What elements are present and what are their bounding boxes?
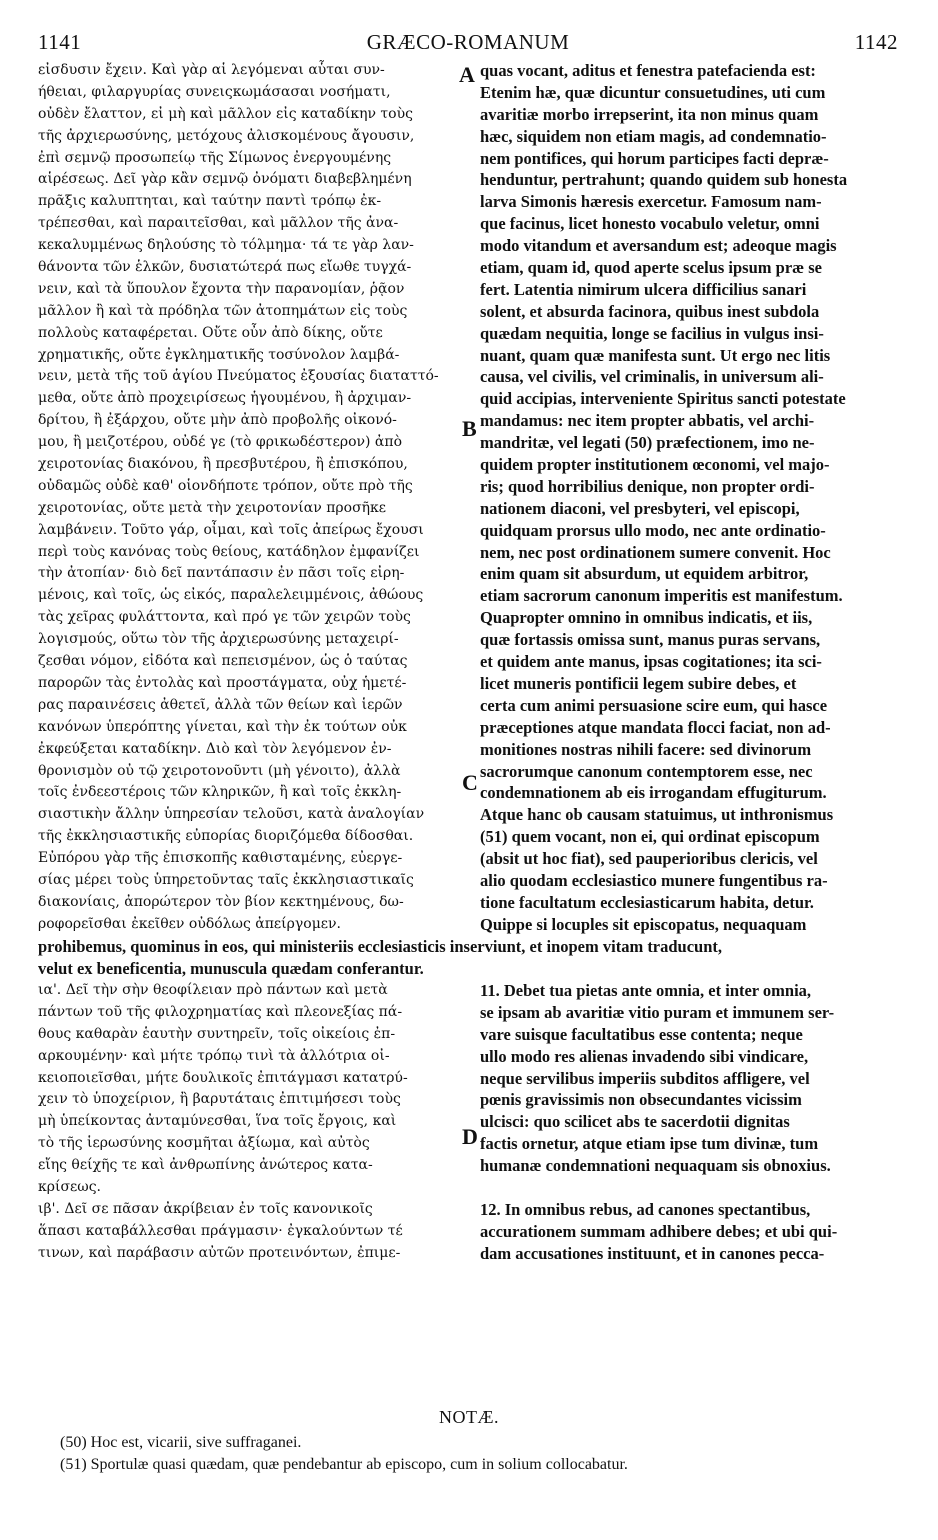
- latin-text-line: pœnis gravissimis non obsecundantes vicissim: [480, 1090, 802, 1110]
- latin-text-line: [480, 1177, 898, 1199]
- latin-column-part2: [480, 980, 898, 1265]
- latin-text-line: tione facultatum ecclesiasticarum habita, detur.: [480, 892, 814, 912]
- latin-text-line: quidquam prorsus ullo modo, nec ante ordinatio-: [480, 520, 826, 540]
- greek-text-line: ιβ'. Δεῖ σε πᾶσαν ἀκρίβειαν ἐν τοῖς κανονικοῖς: [38, 1200, 373, 1217]
- latin-text-line: præceptiones atque mandata flocci faciat, non ad-: [480, 717, 831, 737]
- running-title: GRÆCO-ROMANUM: [366, 30, 570, 54]
- page-number-right: 1142: [854, 30, 898, 54]
- latin-text-line: nuant, quam quæ manifesta sunt. Ut ergo nec litis: [480, 345, 831, 365]
- latin-text-line: 11. Debet tua pietas ante omnia, et inter omnia,: [480, 981, 812, 1000]
- greek-text-line: δρίτου, ἢ ἐξάρχου, οὔτε μὴν ἀπὸ προβολῆς οἰκονό-: [38, 412, 397, 429]
- greek-text-line: μὴ ὑπείκοντας ἀνταμύνεσθαι, ἵνα τοῖς ἔργοις, καὶ: [38, 1113, 397, 1130]
- latin-text-line: henduntur, pertrahunt; quando quidem sub honesta: [480, 170, 848, 190]
- latin-text-line: dam accusationes instituunt, et in canones pecca-: [480, 1243, 825, 1263]
- greek-text-line: κρίσεως.: [38, 1179, 101, 1196]
- greek-text-line: χειν τὸ ὑποχείριον, ἢ βαρυτάταις ἐπιτιμήσεσι τοὺς: [38, 1091, 401, 1108]
- latin-text-line: quidem propter institutionem œconomi, vel majo-: [480, 455, 830, 475]
- section-marker-c: C: [462, 770, 478, 795]
- greek-text-line: τῆς ἐκκλησιαστικῆς εὐπορίας διοριζόμεθα δίδοσθαι.: [38, 828, 414, 845]
- latin-text-line: nem pontifices, qui horum participes facti depræ-: [480, 148, 829, 168]
- latin-text-line: ullo modo res alienas invadendo sibi vindicare,: [480, 1046, 809, 1066]
- latin-text-line: Etenim hæ, quæ dicuntur consuetudines, uti cum: [480, 82, 826, 102]
- greek-text-line: θρονισμὸν οὐ τῷ χειροτονοῦντι (μὴ γένοιτο), ἀλλὰ: [38, 762, 401, 779]
- greek-text-line: κεκαλυμμένως δηλούσης τὸ τόλμημα· τά τε γὰρ λαν-: [38, 237, 414, 254]
- latin-full-width-line: prohibemus, quominus in eos, qui ministeriis ecclesiasticis inserviunt, et inopem vitam traducunt,: [38, 937, 723, 956]
- greek-text-line: τῆς ἀρχιερωσύνης, μετόχους ἀλισκομένους ἄγουσιν,: [38, 127, 415, 144]
- greek-text-line: περὶ τοὺς κανόνας τοὺς θείους, κατάδηλον ἐμφανίζει: [38, 543, 420, 560]
- latin-text-line: modo vitandum et aversandum est; adeoque magis: [480, 236, 837, 256]
- latin-text-line: Quapropter omnino in omnibus indicatis, et iis,: [480, 608, 813, 628]
- latin-text-line: etiam, quam id, quod aperte scelus ipsum præ se: [480, 258, 822, 278]
- greek-text-line: ήθειαι, φιλαργυρίας συνειςκωμάσασαι νοσήματι,: [38, 83, 391, 100]
- greek-text-line: Εὐπόρου γὰρ τῆς ἐπισκοπῆς καθισταμένης, εὐεργε-: [38, 850, 403, 867]
- footnote-item: (50) Hoc est, vicarii, sive suffraganei.: [60, 1434, 302, 1451]
- latin-text-line: nem, nec post ordinationem sumere convenit. Hoc: [480, 542, 831, 562]
- greek-text-line: κειοποιεῖσθαι, μήτε δουλικοῖς ἐπιτάγμασι κατατρύ-: [38, 1069, 408, 1086]
- greek-text-line: τὴν ἀτοπίαν· διὸ δεῖ παντάπασιν ἐν πᾶσι τοῖς εἰρη-: [38, 565, 405, 582]
- latin-text-line: accurationem summam adhibere debes; et ubi qui-: [480, 1221, 838, 1241]
- greek-text-line: εἰσδυσιν ἔχειν. Καὶ γὰρ αἱ λεγόμεναι αὗται συν-: [38, 62, 385, 78]
- latin-text-line: mandritæ, vel legati (50) præfectionem, imo ne-: [480, 433, 815, 453]
- section-marker-b: B: [462, 416, 477, 441]
- latin-text-line: avaritiæ morbo irrepserint, ita non minus quam: [480, 104, 819, 124]
- latin-text-line: et quidem ante manus, ipsas cogitationes; ita sci-: [480, 652, 822, 672]
- latin-text-line: condemnationem ab eis irrogandam effugiturum.: [480, 783, 827, 803]
- latin-text-line: ulcisci: quo scilicet abs te sacerdotii dignitas: [480, 1112, 790, 1132]
- latin-text-line: etiam sacrorum canonum imperitis est manifestum.: [480, 586, 843, 606]
- latin-full-width-line: velut ex beneficentia, munuscula quædam conferantur.: [38, 958, 424, 978]
- latin-text-line: factis ornetur, atque etiam ipse tum divinæ, tum: [480, 1134, 819, 1154]
- page-number-left: 1141: [38, 30, 82, 54]
- greek-text-line: χρηματικῆς, οὔτε ἐγκληματικῆς τοσύνολον λαμβά-: [38, 346, 400, 363]
- latin-text-line: alio quodam ecclesiastico munere fungentibus ra-: [480, 870, 828, 890]
- greek-text-line: παρορῶν τὰς ἐντολὰς καὶ προστάγματα, οὐχ ἡμετέ-: [38, 674, 407, 691]
- greek-text-line: τρέπεσθαι, καὶ παραιτεῖσθαι, καὶ μᾶλλον τῆς ἀνα-: [38, 215, 399, 232]
- greek-text-line: σιαστικὴν ἄλλην ὑπηρεσίαν τελοῦσι, κατὰ ἀναλογίαν: [38, 806, 425, 823]
- greek-column-part2: [38, 980, 456, 1265]
- greek-text-line: τὰς χεῖρας φυλάττοντα, καὶ πρό γε τῶν χειρῶν τοὺς: [38, 609, 411, 626]
- latin-text-line: causa, vel civilis, vel criminalis, in universum ali-: [480, 367, 824, 387]
- latin-text-line: nationem diaconi, vel presbyteri, vel episcopi,: [480, 498, 800, 518]
- latin-text-line: solent, et absurda facinora, quibus inest subdola: [480, 301, 820, 321]
- notes-heading: NOTÆ.: [439, 1407, 499, 1427]
- greek-text-line: αἱρέσεως. Δεῖ γὰρ κἂν σεμνῷ ὀνόματι διαβεβλημένη: [38, 171, 412, 188]
- greek-text-line: λογισμούς, οὕτω τὸν τῆς ἀρχιερωσύνης μεταχειρί-: [38, 631, 399, 648]
- latin-text-line: hæc, siquidem non etiam magis, ad condemnatio-: [480, 126, 827, 146]
- footnotes: [60, 1432, 900, 1476]
- greek-text-line: μου, ἢ μειζοτέρου, οὐδέ γε (τὸ φρικωδέστερον) ἀπὸ: [38, 434, 403, 451]
- latin-text-line: Atque hanc ob causam statuimus, ut inthronismus: [480, 805, 834, 825]
- greek-text-line: ἅπασι καταβάλλεσθαι πράγμασιν· ἐγκαλούντων τέ: [38, 1222, 403, 1239]
- latin-text-line: ris; quod horribilius denique, non propter ordi-: [480, 476, 815, 496]
- page-header: [38, 30, 898, 60]
- latin-text-line: 12. In omnibus rebus, ad canones spectantibus,: [480, 1199, 811, 1219]
- latin-text-line: enim quam sit absurdum, ut equidem arbitror,: [480, 564, 809, 584]
- greek-text-line: πάντων τοῦ τῆς φιλοχρηματίας καὶ πλεονεξίας πά-: [38, 1003, 403, 1020]
- latin-text-line: (51) quem vocant, non ei, qui ordinat episcopum: [480, 827, 820, 847]
- latin-text-line: (absit ut hoc fiat), sed pauperioribus clericis, vel: [480, 849, 818, 869]
- latin-text-line: Quippe si locuples sit episcopatus, nequaquam: [480, 914, 807, 934]
- latin-text-line: certa cum animi persuasione scire eum, qui hasce: [480, 695, 828, 715]
- latin-text-line: que facinus, licet honesto vocabulo veletur, omni: [480, 214, 820, 234]
- latin-text-line: quæ fortassis omissa sunt, manus puras servans,: [480, 630, 821, 650]
- latin-text-line: vare suisque facultatibus esse contenta; neque: [480, 1024, 803, 1044]
- latin-text-line: mandamus: nec item propter abbatis, vel archi-: [480, 411, 815, 431]
- greek-text-line: ζεσθαι νόμον, εἰδότα καὶ πεπεισμένον, ὡς ὁ ταύτας: [38, 653, 408, 670]
- greek-text-line: πολλοὺς καταφέρεται. Οὔτε οὖν ἀπὸ δίκης, οὔτε: [38, 324, 383, 341]
- greek-text-line: ροφορεῖσθαι ἐκεῖθεν οὐδόλως ἀπείργομεν.: [38, 915, 342, 932]
- greek-text-line: μένοις, καὶ τοῖς, ὡς εἰκός, παραλελειμμένοις, ἀθώους: [38, 587, 424, 604]
- greek-text-line: θους καθαρὰν ἑαυτὴν συντηρεῖν, τοῖς οἰκείοις ἐπ-: [38, 1025, 396, 1042]
- greek-text-line: ἐπὶ σεμνῷ προσωπείῳ τῆς Σίμωνος ἐνεργουμένης: [38, 149, 392, 166]
- latin-text-line: larva Simonis hæresis exercetur. Famosum nam-: [480, 192, 822, 212]
- greek-text-line: νειν, καὶ τὰ ὕπουλον ἔχοντα τὴν παρανομίαν, ῥᾷον: [38, 280, 405, 297]
- greek-text-line: διακονίαις, ἀπορώτερον τὸν βίον κεκτημένους, δω-: [38, 893, 404, 910]
- greek-text-line: χειροτονίας διακόνου, ἢ πρεσβυτέρου, ἢ ἐπισκόπου,: [38, 456, 408, 473]
- section-marker-d: D: [462, 1124, 478, 1149]
- latin-column-part1: [480, 60, 898, 936]
- greek-text-line: πρᾶξις καλυπτηται, καὶ ταύτην παντὶ τρόπῳ ἐκ-: [38, 193, 382, 210]
- greek-text-line: κανόνων ὑπερόπτης γίνεται, καὶ τὴν ἐκ τούτων οὐκ: [38, 718, 407, 735]
- greek-text-line: ια'. Δεῖ τὴν σὴν θεοφίλειαν πρὸ πάντων καὶ μετὰ: [38, 982, 388, 998]
- latin-text-line: se ipsam ab avaritiæ vitio puram et immunem ser-: [480, 1002, 835, 1022]
- latin-text-line: monitiones nostras nihili facere: sed divinorum: [480, 739, 812, 759]
- greek-text-line: θάνοντα τῶν ἑλκῶν, δυσιατώτερά πως εἴωθε τυγχά-: [38, 259, 412, 276]
- greek-text-line: αρκουμένην· καὶ μήτε τρόπῳ τινὶ τὰ ἀλλότρια οἰ-: [38, 1047, 390, 1064]
- footnote-item: (51) Sportulæ quasi quædam, quæ pendebantur ab episcopo, cum in solium collocabatur.: [60, 1456, 628, 1473]
- greek-text-line: μεθα, οὔτε ἀπὸ προχειρίσεως ἡγουμένου, ἢ ἀρχιμαν-: [38, 390, 412, 407]
- latin-text-line: licet muneris pontificii legem subire debes, et: [480, 673, 797, 693]
- greek-text-line: τὸ τῆς ἱερωσύνης κοσμῆται ἀξίωμα, καὶ αὐτὸς: [38, 1135, 370, 1152]
- greek-text-line: οὐδὲν ἔλαττον, εἰ μὴ καὶ μᾶλλον εἰς καταδίκην τοὺς: [38, 105, 413, 122]
- greek-text-line: νειν, μετὰ τῆς τοῦ ἁγίου Πνεύματος ἐξουσίας διαταττό-: [38, 368, 439, 385]
- latin-text-line: fert. Latentia nimirum ulcera difficilius sanari: [480, 279, 807, 299]
- latin-text-line: quas vocant, aditus et fenestra patefacienda est:: [480, 61, 816, 80]
- greek-text-line: τινων, καὶ παράβασιν αὐτῶν προτεινόντων, ἐπιμε-: [38, 1244, 401, 1261]
- latin-text-line: sacrorumque canonum contemptorem esse, nec: [480, 761, 813, 781]
- greek-text-line: εἴης θείχῆς τε καὶ ἀνθρωπίνης ἀνώτερος κατα-: [38, 1157, 373, 1174]
- greek-text-line: μᾶλλον ἢ καὶ τὰ πρόδηλα τῶν ἀτοπημάτων εἰς τοὺς: [38, 302, 408, 319]
- section-marker-a: A: [459, 62, 475, 87]
- greek-text-line: ἐκφεύξεται καταδίκην. Διὸ καὶ τὸν λεγόμενον ἐν-: [38, 740, 392, 757]
- greek-text-line: οὐδαμῶς οὐδὲ καθ' οἱονδήποτε τρόπον, οὔτε πρὸ τῆς: [38, 477, 413, 494]
- latin-text-line: quid accipias, interveniente Spiritus sancti potestate: [480, 389, 846, 409]
- latin-text-line: neque servilibus imperiis subditos affligere, vel: [480, 1068, 810, 1088]
- greek-column-part1: [38, 60, 456, 936]
- greek-text-line: σίας μέρει τοὺς ὑπηρετοῦντας ταῖς ἐκκλησιαστικαῖς: [38, 871, 414, 888]
- greek-text-line: λαμβάνειν. Τοῦτο γάρ, οἶμαι, καὶ τοῖς ἀπείρως ἔχουσι: [38, 521, 424, 538]
- greek-text-line: τοῖς ἐνδεεστέροις τῶν κληρικῶν, ἢ καὶ τοῖς ἐκκλη-: [38, 784, 402, 801]
- greek-text-line: ρας παραινέσεις ἀθετεῖ, ἀλλὰ τῶν θείων καὶ ἱερῶν: [38, 696, 403, 713]
- latin-text-line: quædam nequitia, longe se facilius in vulgus insi-: [480, 323, 824, 343]
- latin-text-line: humanæ condemnationi nequaquam sis obnoxius.: [480, 1156, 831, 1176]
- greek-text-line: χειροτονίας, οὔτε μετὰ τὴν χειροτονίαν προσῆκε: [38, 499, 387, 516]
- latin-full-width-lines: [38, 936, 900, 980]
